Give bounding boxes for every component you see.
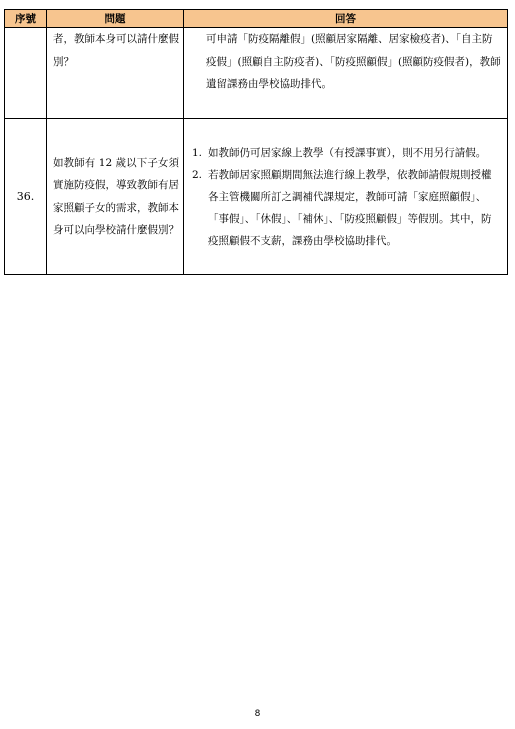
answer-item (192, 142, 501, 164)
header-question: 問題 (47, 10, 184, 28)
answer-item-number: 2. (192, 168, 203, 181)
header-serial: 序號 (5, 10, 47, 28)
row-number: 36. (5, 119, 47, 275)
header-answer: 回答 (184, 10, 508, 28)
answer-item (192, 164, 501, 252)
table-row (5, 28, 508, 119)
table-row (5, 119, 508, 275)
answer-cell (184, 28, 508, 119)
answer-text: 可申請「防疫隔離假」(照顧居家隔離、居家檢疫者)、「自主防疫假」(照顧自主防疫者)、「防疫照顧假」(照顧防疫假者)，教師遺留課務由學校協助排代。 (206, 33, 501, 90)
answer-item-text: 若教師居家照顧期間無法進行線上教學，依教師請假規則授權各主管機關所訂之調補代課規定，教師可請「家庭照顧假」、「事假」、「休假」、「補休」、「防疫照顧假」等假別。其中，防疫照顧假不支薪，課務由學校協助排代。 (208, 168, 492, 247)
question-text: 者，教師本身可以請什麼假別？ (53, 33, 179, 68)
page-number: 8 (254, 709, 261, 719)
question-cell (47, 28, 184, 119)
question-text: 如教師有 12 歲以下子女須實施防疫假，導致教師有居家照顧子女的需求，教師本身可以向學校請什麼假別？ (53, 156, 179, 236)
answer-item-number: 1. (192, 146, 203, 159)
row-number (5, 28, 47, 119)
question-cell (47, 119, 184, 275)
table-header-row (5, 10, 508, 28)
answer-item-text: 如教師仍可居家線上教學（有授課事實），則不用另行請假。 (208, 146, 487, 159)
qa-table (4, 9, 508, 275)
answer-cell (184, 119, 508, 275)
answer-list (192, 142, 501, 252)
